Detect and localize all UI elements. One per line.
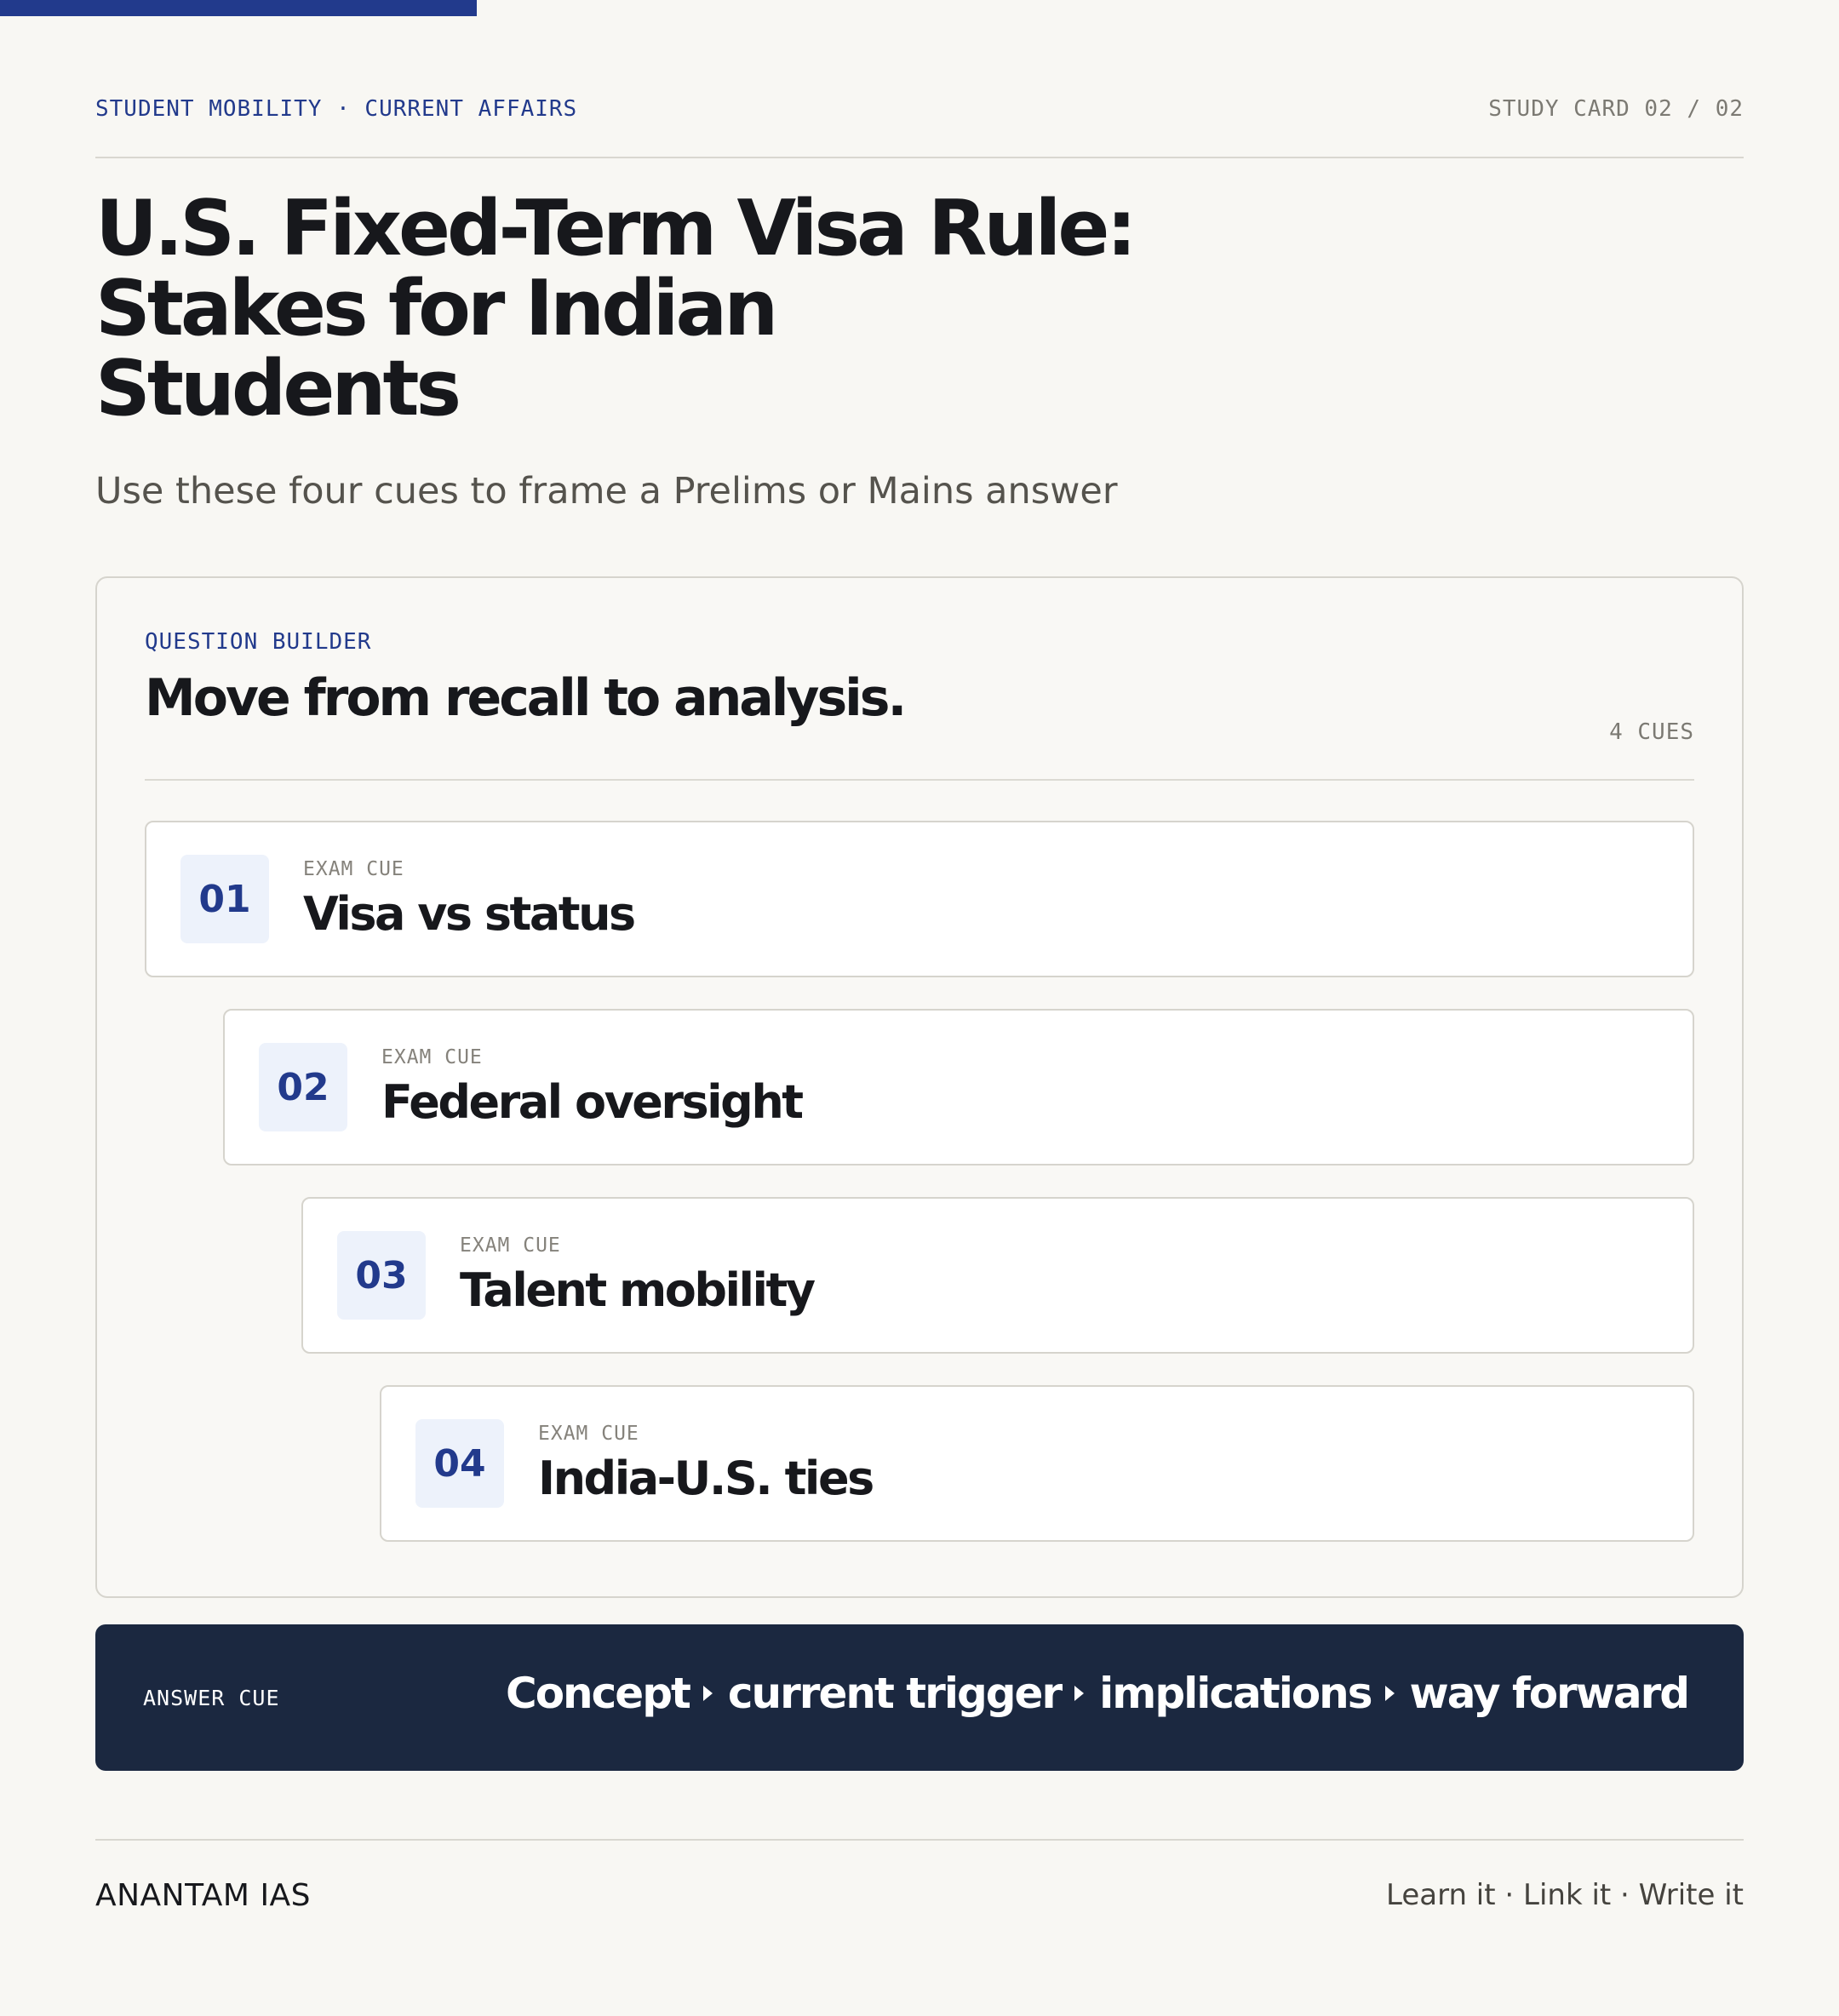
cue-number-badge: 02	[259, 1043, 347, 1131]
cue-number-badge: 01	[180, 855, 269, 943]
cue-tag: EXAM CUE	[303, 858, 404, 880]
builder-heading: Move from recall to analysis.	[145, 668, 905, 728]
brand-name: ANANTAM IAS	[95, 1878, 312, 1913]
section-kicker: STUDENT MOBILITY · CURRENT AFFAIRS	[95, 96, 578, 122]
chevron-right-icon	[1074, 1686, 1084, 1701]
cue-title: Visa vs status	[303, 887, 634, 941]
cue-tag: EXAM CUE	[460, 1234, 561, 1257]
footer-tagline: Learn it · Link it · Write it	[1385, 1878, 1744, 1912]
question-builder-panel	[95, 576, 1744, 1598]
exam-cue-card	[145, 821, 1694, 977]
cue-count: 4 CUES	[1609, 719, 1694, 745]
cue-title: Federal oversight	[381, 1075, 802, 1129]
answer-step: implications	[1099, 1669, 1372, 1718]
answer-cue-bar	[95, 1624, 1744, 1771]
answer-flow	[506, 1669, 1688, 1718]
top-accent-bar	[0, 0, 477, 16]
header	[95, 96, 1744, 122]
cue-title: Talent mobility	[460, 1263, 814, 1317]
answer-cue-label: ANSWER CUE	[143, 1686, 280, 1710]
chevron-right-icon	[703, 1686, 713, 1701]
chevron-right-icon	[1385, 1686, 1395, 1701]
exam-cue-card	[380, 1385, 1694, 1542]
answer-step: Concept	[506, 1669, 690, 1718]
exam-cue-card	[301, 1197, 1694, 1354]
builder-divider	[145, 779, 1694, 781]
page-subtitle: Use these four cues to frame a Prelims or Mains answer	[95, 470, 1118, 513]
exam-cue-card	[223, 1009, 1694, 1166]
footer-divider	[95, 1839, 1744, 1841]
cue-title: India-U.S. ties	[538, 1452, 873, 1505]
answer-step: current trigger	[727, 1669, 1062, 1718]
cue-number-badge: 03	[337, 1231, 426, 1320]
header-divider	[95, 157, 1744, 158]
page-title: U.S. Fixed-Term Visa Rule: Stakes for Indian Students	[95, 184, 1134, 433]
card-number: STUDY CARD 02 / 02	[1488, 96, 1744, 122]
answer-step: way forward	[1409, 1669, 1689, 1718]
cue-number-badge: 04	[415, 1419, 504, 1508]
cue-tag: EXAM CUE	[381, 1046, 483, 1068]
cue-tag: EXAM CUE	[538, 1423, 639, 1445]
builder-label: QUESTION BUILDER	[145, 629, 372, 655]
